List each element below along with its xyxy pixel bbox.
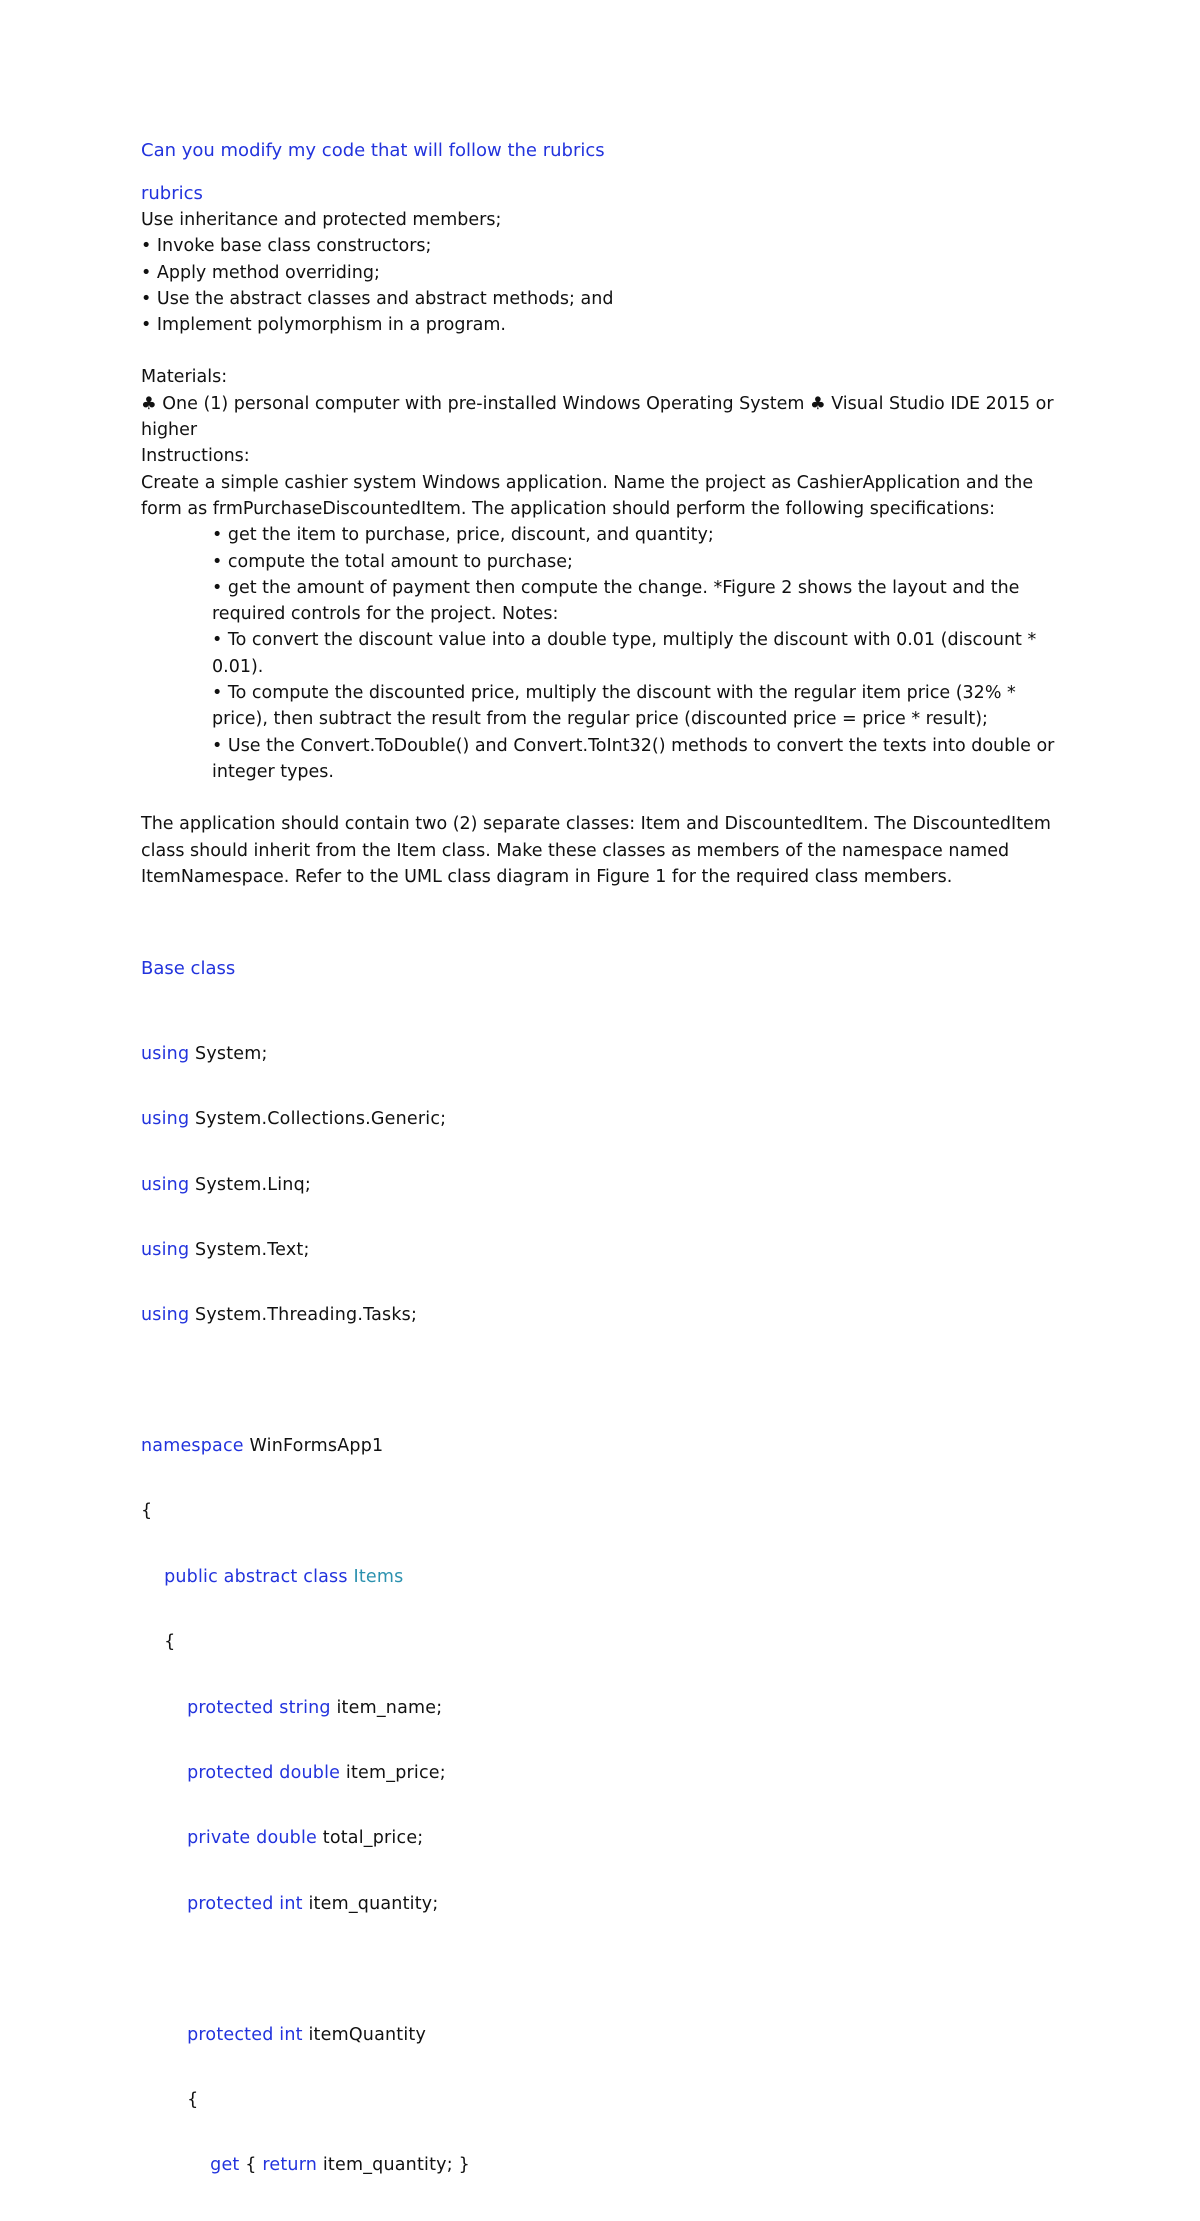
code-text: WinFormsApp1: [249, 1436, 384, 1457]
keyword: double: [279, 1763, 341, 1784]
code-line: [141, 1175, 1061, 1197]
spec-item: • To convert the discount value into a double type, multiply the discount with 0.01 (discount * 0.01).: [212, 630, 1037, 677]
spacer: [141, 785, 1061, 811]
code-line: [141, 2155, 1061, 2177]
keyword: namespace: [141, 1436, 244, 1457]
spacer: [141, 164, 1061, 181]
keyword: using: [141, 1109, 190, 1130]
rubric-line: • Invoke base class constructors;: [141, 236, 432, 257]
spec-item: • To compute the discounted price, multiply the discount with the regular item price (32% * price), then subtract the result from the regular price (discounted price = price * result);: [212, 683, 1016, 730]
code-text: item_price;: [345, 1763, 446, 1784]
materials-label: Materials:: [141, 367, 228, 388]
question-heading: Can you modify my code that will follow the rubrics: [141, 140, 605, 161]
rubrics-list: [141, 207, 1061, 338]
materials-section: [141, 364, 1061, 522]
code-line: [141, 1698, 1061, 1720]
code-blank-line: [141, 1959, 1061, 1981]
code-text: System.Linq;: [195, 1174, 311, 1195]
code-line: [141, 1632, 1061, 1654]
code-text: item_name;: [336, 1697, 443, 1718]
code-text: {: [187, 2089, 199, 2110]
keyword: protected: [187, 2024, 274, 2045]
spec-item: • get the item to purchase, price, discount, and quantity;: [212, 525, 714, 546]
code-text: System;: [195, 1043, 268, 1064]
code-text: System.Collections.Generic;: [195, 1109, 447, 1130]
code-line: [141, 1894, 1061, 1916]
keyword: int: [279, 1893, 303, 1914]
base-class-heading: Base class: [141, 958, 236, 980]
code-text: {: [141, 1501, 153, 1522]
code-text: item_quantity;: [308, 1893, 439, 1914]
keyword: protected: [187, 1893, 274, 1914]
code-line: [141, 1109, 1061, 1131]
code-line: [141, 1240, 1061, 1262]
keyword: int: [279, 2024, 303, 2045]
code-text: }: [458, 2155, 470, 2176]
code-line: [141, 1501, 1061, 1523]
spec-item: • get the amount of payment then compute the change. *Figure 2 shows the layout and the required controls for the project. Notes:: [212, 577, 1020, 625]
rubric-line: • Apply method overriding;: [141, 262, 380, 283]
document-page: [141, 138, 1061, 2221]
code-blank-line: [141, 1371, 1061, 1393]
keyword: using: [141, 1239, 190, 1260]
instructions-text: Create a simple cashier system Windows application. Name the project as CashierApplication and the form as frmPurchaseDiscountedItem. The application should perform the following specifications:: [141, 472, 1034, 519]
code-line: [141, 2090, 1061, 2112]
code-line: [141, 1828, 1061, 1850]
spacer: [141, 338, 1061, 364]
code-text: item_quantity;: [322, 2155, 453, 2176]
keyword: public abstract class: [164, 1566, 348, 1587]
keyword: get: [210, 2155, 240, 2176]
code-block: [141, 1000, 1061, 2221]
spacer: [141, 890, 1061, 956]
code-text: total_price;: [322, 1828, 424, 1849]
code-text: System.Text;: [195, 1239, 310, 1260]
rubrics-heading: rubrics: [141, 183, 203, 204]
code-text: System.Threading.Tasks;: [195, 1305, 418, 1326]
spec-item: • Use the Convert.ToDouble() and Convert.ToInt32() methods to convert the texts into double or integer types.: [212, 735, 1055, 782]
keyword: using: [141, 1305, 190, 1326]
spec-item: • compute the total amount to purchase;: [212, 551, 573, 572]
spacer: [141, 982, 1061, 1000]
rubric-line: • Use the abstract classes and abstract methods; and: [141, 288, 614, 309]
type-name: Items: [353, 1566, 404, 1587]
code-text: {: [245, 2155, 257, 2176]
keyword: private: [187, 1828, 251, 1849]
classes-paragraph: The application should contain two (2) separate classes: Item and DiscountedItem. The DiscountedItem class should inherit from the Item class. Make these classes as members of the namespace named ItemNamespace. Refer to the UML class diagram in Figure 1 for the required class members.: [141, 814, 1051, 887]
keyword: protected: [187, 1697, 274, 1718]
code-line: [141, 1436, 1061, 1458]
code-text: itemQuantity: [308, 2024, 427, 2045]
materials-text: ♣ One (1) personal computer with pre-installed Windows Operating System ♣ Visual Studio IDE 2015 or higher: [141, 393, 1054, 441]
code-line: [141, 1567, 1061, 1589]
code-line: [141, 1763, 1061, 1785]
keyword: return: [262, 2155, 318, 2176]
code-line: [141, 1305, 1061, 1327]
keyword: protected: [187, 1763, 274, 1784]
instructions-label: Instructions:: [141, 446, 250, 467]
code-line: [141, 2025, 1061, 2047]
keyword: using: [141, 1174, 190, 1195]
rubric-line: Use inheritance and protected members;: [141, 210, 502, 230]
spec-list: [141, 522, 1061, 785]
rubric-line: • Implement polymorphism in a program.: [141, 315, 506, 336]
keyword: string: [279, 1697, 331, 1718]
keyword: double: [256, 1828, 317, 1849]
code-text: {: [164, 1632, 176, 1653]
code-line: [141, 1044, 1061, 1066]
keyword: using: [141, 1043, 190, 1064]
